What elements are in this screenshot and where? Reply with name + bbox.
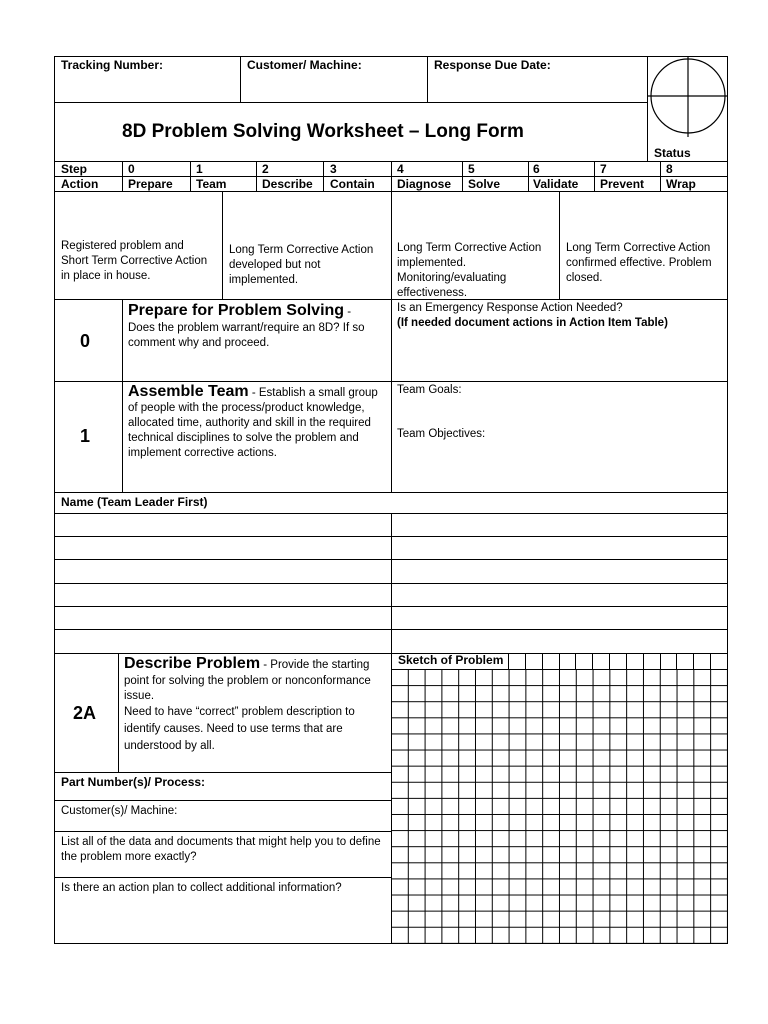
divider <box>575 653 576 669</box>
divider <box>660 161 661 191</box>
action-plan-question: Is there an action plan to collect additional information? <box>61 882 342 894</box>
divider <box>508 653 509 669</box>
status-quadrant-icon <box>648 57 728 139</box>
divider <box>323 161 324 191</box>
status-legend-q3: Long Term Corrective Action implemented. Monitoring/evaluating effectiveness. <box>397 242 542 299</box>
section-1-description: - Establish a small group of people with the process/product knowledge, allocated time, authority and skill in the required technical disciplines to solve the problem and implement corrective actions. <box>128 387 378 459</box>
sketch-label: Sketch of Problem <box>398 653 504 667</box>
step-number: 1 <box>196 162 203 176</box>
action-label: Action <box>61 177 99 191</box>
divider <box>643 653 644 669</box>
customer-machine-label: Customer/ Machine: <box>247 58 362 72</box>
status-legend-q4: Long Term Corrective Action confirmed effective. Problem closed. <box>566 242 712 284</box>
divider <box>592 653 593 669</box>
step-action: Wrap <box>666 177 696 191</box>
divider <box>693 653 694 669</box>
divider <box>54 800 391 801</box>
divider <box>528 161 529 191</box>
sketch-grid[interactable] <box>391 669 727 943</box>
step-action: Prepare <box>128 177 173 191</box>
step-label: Step <box>61 162 88 176</box>
divider <box>54 102 647 103</box>
section-0-title-suffix: - <box>344 306 352 318</box>
divider <box>710 653 711 669</box>
divider <box>542 653 543 669</box>
step-number: 5 <box>468 162 475 176</box>
team-objectives-label: Team Objectives: <box>397 428 486 440</box>
status-label: Status <box>654 146 691 160</box>
data-documents-question: List all of the data and documents that might help you to define the problem more exactly? <box>61 836 381 863</box>
divider <box>240 56 241 102</box>
step-number: 0 <box>128 162 135 176</box>
tracking-number-label: Tracking Number: <box>61 58 164 72</box>
section-2a-description-2: Need to have “correct” problem description to identify causes. Need to use terms that are understood by all. <box>124 706 355 752</box>
divider <box>122 299 123 492</box>
divider <box>609 653 610 669</box>
section-0-description: Does the problem warrant/require an 8D? If so comment why and proceed. <box>128 322 365 349</box>
section-2a-title: Describe Problem <box>124 655 261 672</box>
divider <box>391 161 392 191</box>
step-action: Contain <box>330 177 375 191</box>
step-number: 3 <box>330 162 337 176</box>
section-1-text <box>128 384 386 461</box>
divider <box>660 653 661 669</box>
emergency-response-question: Is an Emergency Response Action Needed? <box>397 302 623 314</box>
divider <box>626 653 627 669</box>
divider <box>54 877 391 878</box>
status-legend-q1: Registered problem and Short Term Corrective Action in place in house. <box>61 240 208 282</box>
step-action: Diagnose <box>397 177 452 191</box>
step-action: Team <box>196 177 227 191</box>
divider <box>525 653 526 669</box>
step-action: Prevent <box>600 177 645 191</box>
divider <box>594 161 595 191</box>
section-1-title: Assemble Team <box>128 383 249 400</box>
team-names-label: Name (Team Leader First) <box>61 495 208 509</box>
divider <box>559 191 560 299</box>
team-row-divider <box>54 629 728 630</box>
divider <box>122 161 123 191</box>
divider <box>391 191 392 492</box>
divider <box>256 161 257 191</box>
step-number: 8 <box>666 162 673 176</box>
divider <box>559 653 560 669</box>
section-0-title-text: Prepare for Problem Solving <box>128 302 345 319</box>
divider <box>54 299 728 300</box>
step-action: Solve <box>468 177 501 191</box>
team-row-divider <box>54 606 728 607</box>
divider <box>54 831 391 832</box>
section-2a-text <box>124 656 382 705</box>
step-action: Describe <box>262 177 313 191</box>
divider <box>54 381 728 382</box>
section-2a-number: 2A <box>73 703 97 723</box>
step-number: 6 <box>533 162 540 176</box>
response-due-date-label: Response Due Date: <box>434 58 551 72</box>
team-row-divider <box>54 536 728 537</box>
team-row-divider <box>54 583 728 584</box>
step-action: Validate <box>533 177 579 191</box>
divider <box>118 653 119 772</box>
section-2a-description: - Provide the starting point for solving the problem or nonconformance issue. <box>124 659 371 702</box>
divider <box>427 56 428 102</box>
team-goals-label: Team Goals: <box>397 384 462 396</box>
divider <box>222 191 223 299</box>
status-legend-q2: Long Term Corrective Action developed but not implemented. <box>229 244 374 286</box>
divider <box>190 161 191 191</box>
divider <box>462 161 463 191</box>
section-0-number: 0 <box>80 331 91 351</box>
step-number: 7 <box>600 162 607 176</box>
divider <box>676 653 677 669</box>
page-title: 8D Problem Solving Worksheet – Long Form <box>122 121 524 142</box>
step-number: 4 <box>397 162 404 176</box>
part-number-label: Part Number(s)/ Process: <box>61 775 206 789</box>
team-row-divider <box>54 559 728 560</box>
section-0-title <box>128 302 351 320</box>
step-number: 2 <box>262 162 269 176</box>
emergency-response-note: (If needed document actions in Action Item Table) <box>397 317 668 329</box>
divider <box>54 772 391 773</box>
section-1-number: 1 <box>80 426 91 446</box>
divider <box>54 492 728 493</box>
customer-machine-field-label: Customer(s)/ Machine: <box>61 805 178 817</box>
